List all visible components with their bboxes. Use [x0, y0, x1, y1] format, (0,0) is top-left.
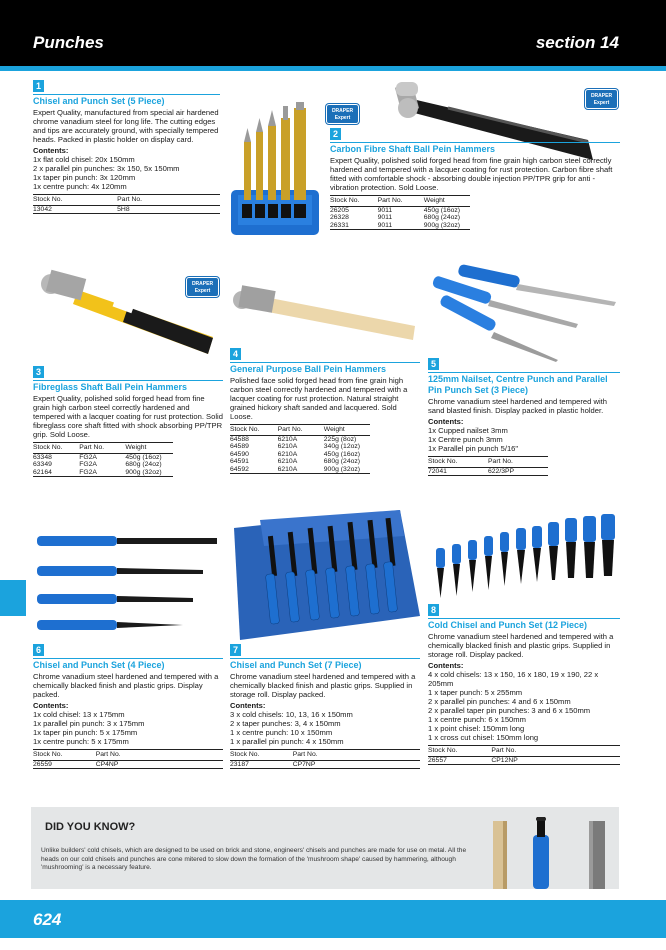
col-header: Part No.: [491, 746, 620, 757]
spec-table: [230, 749, 420, 769]
product-description: Chrome vanadium steel hardened and tempered with sand blasted finish. Display packed in plastic holder.: [428, 397, 607, 415]
cell: 6210A: [278, 466, 324, 474]
spec-table: [33, 194, 220, 214]
did-you-know-text: Unlike builders' cold chisels, which are designed to be used on brick and stone, engineers' chisels and punches are made for use on metal. All the heads on our cold chisels and punches are cone mitered to slow down the formation of the 'mushroom shape' caused by hammering, although 'mushrooming' is a necessary feature.: [41, 847, 467, 871]
table-row: [428, 756, 620, 765]
product-7-image: [230, 506, 422, 642]
page-footer: [0, 900, 666, 938]
product-8-image: [428, 512, 620, 602]
spec-table: [33, 749, 223, 769]
product-title: 125mm Nailset, Centre Punch and Parallel Pin Punch Set (3 Piece): [428, 372, 620, 396]
product-title: Cold Chisel and Punch Set (12 Piece): [428, 618, 620, 631]
product-6: [33, 644, 223, 769]
col-header: Stock No.: [33, 750, 96, 761]
contents-item: 1x centre punch: 4x 120mm: [33, 182, 127, 191]
contents-item: 1 x centre punch: 10 x 150mm: [230, 728, 333, 737]
col-header: Stock No.: [230, 750, 293, 761]
cell: 9011: [377, 206, 393, 214]
cell: FG2A: [79, 453, 97, 461]
cell: FG2A: [79, 469, 125, 477]
cell: 450g (16oz): [125, 453, 162, 461]
did-you-know-title: DID YOU KNOW?: [45, 821, 136, 833]
cell: 72041: [428, 467, 488, 476]
contents-item: 2 x parallel pin punches: 3x 150, 5x 150mm: [33, 164, 180, 173]
contents-item: 1 x point chisel: 150mm long: [428, 724, 525, 733]
contents-label: Contents:: [230, 701, 266, 710]
product-description: Polished face solid forged head from fine grain high carbon steel correctly hardened and tempered with a lacquer coating for rust protection. Natural straight grained hickory shaft sanded and lacquered. Sold Loose.: [230, 376, 408, 421]
product-5: [428, 358, 620, 476]
col-header: Stock No.: [33, 195, 117, 206]
cell: 62164: [33, 469, 79, 477]
table-row: [33, 469, 173, 477]
cell: 26557: [428, 756, 491, 765]
cell: 64588: [230, 435, 249, 443]
table-row: [33, 205, 220, 214]
contents-label: Contents:: [33, 701, 69, 710]
cell: 6210A: [277, 443, 298, 450]
cell: 900g (32oz): [424, 222, 470, 230]
section-side-tab: [0, 580, 26, 616]
spec-table: [330, 195, 470, 230]
cell: 900g (32oz): [125, 469, 173, 477]
contents-label: Contents:: [428, 661, 464, 670]
spec-table: [428, 745, 620, 765]
table-row: [230, 458, 370, 466]
product-number: 7: [230, 644, 241, 656]
contents-item: 1x flat cold chisel: 20x 150mm: [33, 155, 135, 164]
col-header: Part No.: [293, 750, 420, 761]
cell: 26331: [330, 222, 378, 230]
contents-item: 1 x parallel pin punch: 4 x 150mm: [230, 737, 344, 746]
cell: 5H8: [117, 205, 220, 214]
col-header: Part No.: [79, 443, 125, 454]
product-4-image: [230, 278, 420, 346]
did-you-know-box: [31, 807, 619, 889]
product-6-image: [33, 522, 223, 640]
col-header: Stock No.: [428, 746, 491, 757]
page-title: Punches: [33, 33, 104, 52]
contents-item: 1 x cross cut chisel: 150mm long: [428, 733, 539, 742]
table-row: [330, 214, 470, 222]
contents-item: 1x Cupped nailset 3mm: [428, 426, 508, 435]
col-header: Weight: [324, 425, 370, 436]
contents-item: 1x Parallel pin punch 5/16": [428, 444, 519, 453]
draper-logo: [186, 277, 219, 297]
cell: CP12NP: [491, 756, 620, 765]
cell: 680g (24oz): [125, 461, 162, 468]
product-title: Carbon Fibre Shaft Ball Pein Hammers: [330, 142, 620, 155]
col-header: Stock No.: [428, 457, 488, 468]
col-header: Part No.: [378, 196, 424, 207]
product-number: 3: [33, 366, 44, 378]
col-header: Stock No.: [230, 425, 278, 436]
product-number: 4: [230, 348, 241, 360]
table-row: [33, 453, 173, 461]
cell: 6210A: [277, 458, 298, 465]
cell: 450g (16oz): [423, 206, 461, 214]
product-1: [33, 80, 220, 214]
table-row: [33, 461, 173, 469]
contents-item: 2 x parallel pin punches: 4 and 6 x 150mm: [428, 697, 571, 706]
product-description: Chrome vanadium steel hardened and tempered with a chemically blacked finish and plastic grips. Supplied in storage roll. Display packed.: [230, 672, 416, 699]
page-header: [0, 0, 666, 66]
col-header: Part No.: [488, 457, 548, 468]
product-3: [33, 366, 223, 477]
col-header: Part No.: [96, 750, 223, 761]
cell: 63349: [33, 461, 52, 468]
product-description: Expert Quality, polished solid forged head from fine grain high carbon steel correctly hardened and tempered with a lacquer coating for rust protection. Solid fibreglass core shaft fitted with shock absorbing PP/TPR grip. Sold Loose.: [33, 394, 223, 439]
col-header: Stock No.: [33, 443, 79, 454]
cell: 26205: [330, 206, 349, 214]
table-row: [330, 206, 470, 214]
cell: FG2A: [79, 461, 97, 468]
chisel-comparison-image: [493, 813, 613, 889]
contents-item: 3 x cold chisels: 10, 13, 16 x 150mm: [230, 710, 353, 719]
spec-table: [428, 456, 548, 476]
logo-text: DRAPER Expert: [590, 93, 613, 106]
product-title: General Purpose Ball Pein Hammers: [230, 362, 420, 375]
product-7: [230, 644, 420, 769]
section-label: section 14: [535, 33, 619, 52]
product-5-image: [428, 262, 618, 362]
product-title: Chisel and Punch Set (4 Piece): [33, 658, 223, 671]
col-header: Part No.: [117, 195, 220, 206]
cell: 23187: [230, 760, 293, 769]
contents-label: Contents:: [428, 417, 464, 426]
logo-text: DRAPER Expert: [191, 281, 214, 294]
contents-item: 2 x taper punches: 3, 4 x 150mm: [230, 719, 341, 728]
cell: 680g (24oz): [323, 458, 361, 465]
spec-table: [230, 424, 370, 474]
page-number: 624: [33, 910, 62, 929]
product-title: Fibreglass Shaft Ball Pein Hammers: [33, 380, 223, 393]
contents-item: 4 x cold chisels: 13 x 150, 16 x 180, 19 x 190, 22 x 205mm: [428, 670, 599, 688]
cell: 26559: [33, 760, 96, 769]
table-row: [428, 467, 548, 476]
table-row: [230, 451, 370, 459]
product-description: Chrome vanadium steel hardened and tempered with a chemically blacked finish and plastic grips. Display packed.: [33, 672, 219, 699]
logo-text: DRAPER Expert: [331, 108, 354, 121]
product-8: [428, 604, 620, 765]
contents-item: 1 x taper punch: 5 x 255mm: [428, 688, 523, 697]
table-row: [230, 435, 370, 443]
contents-item: 1x Centre punch 3mm: [428, 435, 503, 444]
product-2: [330, 128, 620, 230]
contents-item: 1 x centre punch: 6 x 150mm: [428, 715, 526, 724]
product-number: 6: [33, 644, 44, 656]
contents-item: 1x taper pin punch: 5 x 175mm: [33, 728, 138, 737]
contents-item: 1x cold chisel: 13 x 175mm: [33, 710, 125, 719]
product-4: [230, 348, 420, 474]
contents-item: 1x centre punch: 5 x 175mm: [33, 737, 129, 746]
contents-label: Contents:: [33, 146, 69, 155]
product-description: Expert Quality, manufactured from special air hardened chrome vanadium steel for long life. The cutting edges and tips are accurately ground, with specially tempered heads. Packed in plastic holder on display card.: [33, 108, 219, 144]
cell: 63348: [33, 453, 52, 461]
col-header: Weight: [125, 443, 173, 454]
product-number: 8: [428, 604, 439, 616]
contents-item: 1x taper pin punch: 3x 120mm: [33, 173, 136, 182]
product-description: Expert Quality, polished solid forged head from fine grain high carbon steel correctly hardened and tempered with a lacquer coating for rust protection. Carbon fibre shaft fitted with comfortable shock - absorbing double injection PP/TPR grip for anti - vibration protection. Sold Loose.: [330, 156, 613, 192]
cell: 450g (16oz): [323, 450, 361, 458]
cell: 64590: [230, 450, 249, 458]
cell: 13042: [33, 205, 117, 214]
cell: 340g (12oz): [323, 443, 361, 450]
product-number: 5: [428, 358, 439, 370]
table-row: [230, 466, 370, 474]
table-row: [33, 760, 223, 769]
col-header: Stock No.: [330, 196, 378, 207]
draper-logo: [585, 89, 618, 109]
cell: CP7NP: [293, 760, 420, 769]
product-description: Chrome vanadium steel hardened and tempered with a chemically blacked finish and plastic grips. Supplied in storage roll. Display packed.: [428, 632, 614, 659]
draper-logo: [326, 104, 359, 124]
cell: 225g (8oz): [323, 435, 357, 443]
cell: 64589: [230, 443, 249, 450]
cell: 26328: [330, 214, 349, 221]
col-header: Weight: [424, 196, 470, 207]
col-header: Part No.: [278, 425, 324, 436]
product-number: 1: [33, 80, 44, 92]
cell: 6210A: [277, 450, 298, 458]
table-row: [230, 760, 420, 769]
table-row: [330, 222, 470, 230]
cell: CP4NP: [96, 760, 223, 769]
product-title: Chisel and Punch Set (7 Piece): [230, 658, 420, 671]
contents-item: 2 x parallel taper pin punches: 3 and 6 x 150mm: [428, 706, 591, 715]
header-accent-bar: [0, 66, 666, 71]
cell: 9011: [378, 222, 424, 230]
spec-table: [33, 442, 173, 477]
product-1-image: [226, 100, 324, 240]
cell: 6210A: [277, 435, 298, 443]
table-row: [230, 443, 370, 451]
contents-item: 1x parallel pin punch: 3 x 175mm: [33, 719, 145, 728]
cell: 622/3PP: [488, 467, 548, 476]
product-number: 2: [330, 128, 341, 140]
cell: 900g (32oz): [324, 466, 370, 474]
cell: 9011: [377, 214, 393, 221]
cell: 680g (24oz): [423, 214, 461, 221]
cell: 64591: [230, 458, 249, 465]
product-title: Chisel and Punch Set (5 Piece): [33, 94, 220, 107]
cell: 64592: [230, 466, 278, 474]
